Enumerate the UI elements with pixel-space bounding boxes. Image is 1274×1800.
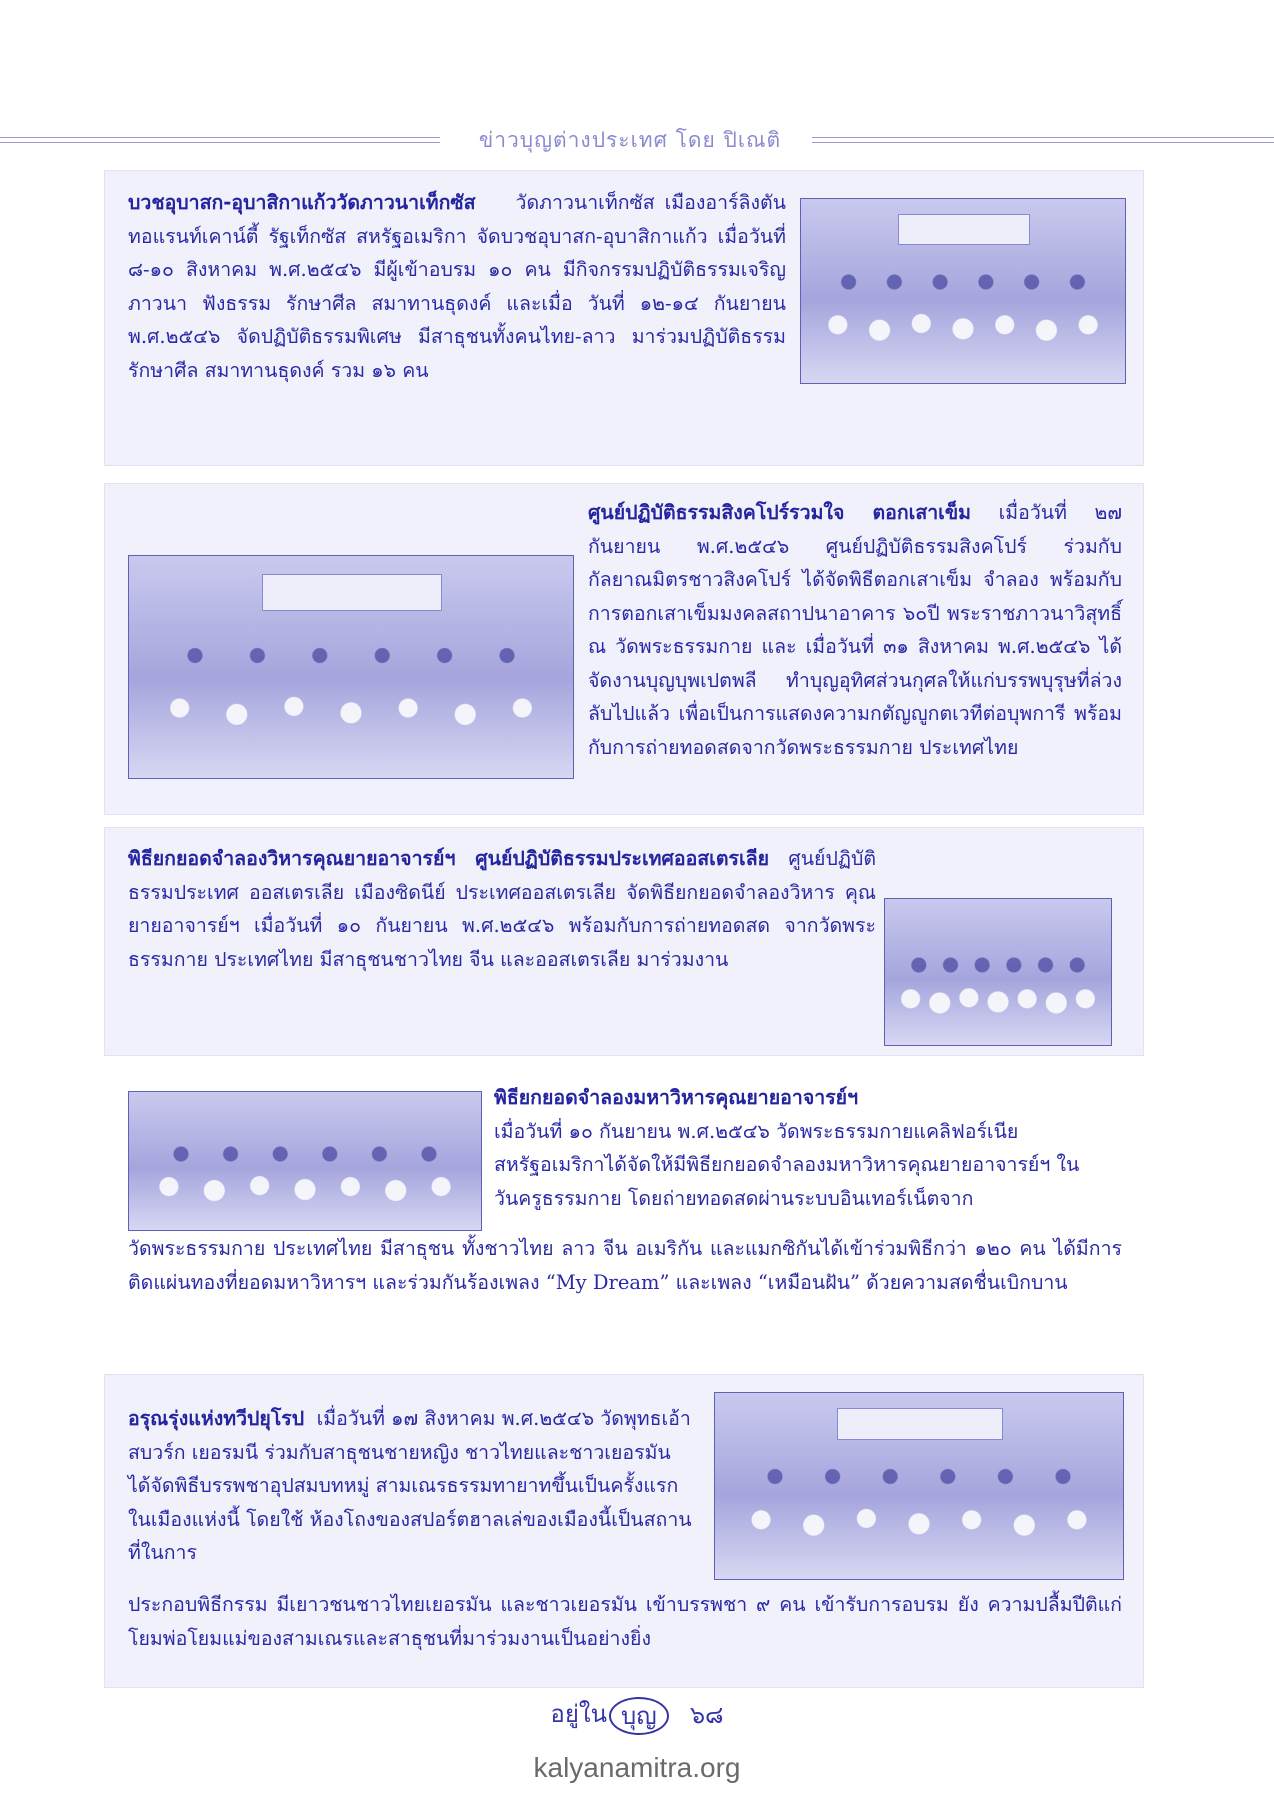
article-australia-heading: พิธียกยอดจำลองวิหารคุณยายอาจารย์ฯ ศูนย์ปฏิบัติธรรมประเทศออสเตรเลีย — [128, 847, 770, 870]
article-australia — [128, 842, 1122, 1038]
footer-logo-ring: บุญ — [609, 1697, 669, 1735]
photo-banner — [837, 1408, 1002, 1440]
header-rule-right-2 — [812, 142, 1274, 143]
photo-people-seated — [814, 298, 1112, 364]
article-texas — [128, 186, 786, 387]
article-california-body: เมื่อวันที่ ๑๐ กันยายน พ.ศ.๒๕๔๖ วัดพระธรรมกายแคลิฟอร์เนีย สหรัฐอเมริกาได้จัดให้มีพิธียกยอดจำลองมหาวิหารคุณยายอาจารย์ฯ ในวันครูธรรมกาย โดยถ่ายทอดสดผ่านระบบอินเทอร์เน็ตจาก — [494, 1119, 1080, 1210]
article-texas-heading: บวชอุบาสก-อุบาสิกาแก้ววัดภาวนาเท็กซัส — [128, 191, 476, 214]
header-rule-right — [812, 137, 1274, 138]
article-california-continued — [128, 1232, 1122, 1299]
photo-people-seated — [143, 1167, 467, 1217]
photo-california-group — [128, 1091, 482, 1231]
photo-people — [739, 1456, 1098, 1497]
footer-logo-text: อยู่ใน — [550, 1700, 608, 1728]
photo-float-spacer — [876, 878, 1122, 1038]
article-australia-body: ศูนย์ปฏิบัติธรรมประเทศ ออสเตรเลีย เมืองซิดนีย์ ประเทศออสเตรเลีย จัดพิธียกยอดจำลองวิหาร คุณยายอาจารย์ฯ เมื่อวันที่ ๑๐ กันยายน พ.ศ.๒๕๔๖ พร้อมกับการถ่ายทอดสด จากวัดพระธรรมกาย ประเทศไทย มีสาธุชนชาวไทย จีน และออสเตรเลีย มาร่วมงาน — [128, 847, 876, 971]
watermark: kalyanamitra.org — [533, 1752, 741, 1783]
photo-banner — [898, 214, 1030, 245]
article-singapore-body: เมื่อวันที่ ๒๗ กันยายน พ.ศ.๒๕๔๖ ศูนย์ปฏิบัติธรรมสิงคโปร์ ร่วมกับกัลยาณมิตรชาวสิงคโปร์ ได้จัดพิธีตอกเสาเข็ม จำลอง พร้อมกับการตอกเสาเข็มมงคลสถาปนาอาคาร ๖๐ปี พระราชภาวนาวิสุทธิ์ ณ วัดพระธรรมกาย และ เมื่อวันที่ ๓๑ สิงหาคม พ.ศ.๒๕๔๖ ได้จัดงานบุญบุพเปตพลี ทำบุญอุทิศส่วนกุศลให้แก่บรรพบุรุษที่ล่วงลับไปแล้ว เพื่อเป็นการแสดงความกตัญญูกตเวทีต่อบุพการี พร้อม กับการถ่ายทอดสดจากวัดพระธรรมกาย ประเทศไทย — [588, 501, 1123, 759]
photo-texas-group — [800, 198, 1126, 384]
page-number: ๖๘ — [689, 1700, 724, 1729]
article-germany-continued — [128, 1588, 1122, 1655]
photo-people — [820, 262, 1105, 302]
header-rule-left-2 — [0, 142, 440, 143]
article-germany-body-2: ประกอบพิธีกรรม มีเยาวชนชาวไทยเยอรมัน และชาวเยอรมัน เข้าบรรพชา ๙ คน เข้ารับการอบรม ยัง ความปลื้มปีติแก่โยมพ่อโยมแม่ของสามเณรและสาธุชนที่มาร่วมงานเป็นอย่างยิ่ง — [128, 1593, 1122, 1650]
header-rule-left — [0, 137, 440, 138]
footer-logo — [550, 1694, 670, 1735]
article-california-heading: พิธียกยอดจำลองมหาวิหารคุณยายอาจารย์ฯ — [494, 1086, 859, 1109]
article-california-body-2: วัดพระธรรมกาย ประเทศไทย มีสาธุชน ทั้งชาวไทย ลาว จีน อเมริกัน และแมกซิกันได้เข้าร่วมพิธีกว่า ๑๒๐ คน ได้มีการติดแผ่นทองที่ยอดมหาวิหารฯ และร่วมกันร้องเพลง “My Dream” และเพลง “เหมือนฝัน” ด้วยความสดชื่นเบิกบาน — [128, 1237, 1122, 1294]
photo-germany-group — [714, 1392, 1124, 1580]
photo-float-spacer — [128, 532, 588, 824]
article-germany-body: เมื่อวันที่ ๑๗ สิงหาคม พ.ศ.๒๕๔๖ วัดพุทธเอ้าสบวร์ก เยอรมนี ร่วมกับสาธุชนชายหญิง ชาวไทยและชาวเยอรมัน ได้จัดพิธีบรรพชาอุปสมบทหมู่ สามเณรธรรมทายาทขึ้นเป็นครั้งแรกในเมืองแห่งนี้ โดยใช้ ห้องโถงของสปอร์ตฮาลเล่ของเมืองนี้เป็นสถานที่ในการ — [128, 1407, 692, 1564]
photo-people-seated — [731, 1493, 1106, 1560]
article-texas-body: วัดภาวนาเท็กซัส เมืองอาร์ลิงตัน ทอแรนท์เคาน์ตี้ รัฐเท็กซัส สหรัฐอเมริกา จัดบวชอุบาสก-อุบาสิกาแก้ว เมื่อวันที่ ๘-๑๐ สิงหาคม พ.ศ.๒๕๔๖ มีผู้เข้าอบรม ๑๐ คน มีกิจกรรมปฏิบัติธรรมเจริญภาวนา ฟังธรรม รักษาศีล สมาทานธุดงค์ และเมื่อ วันที่ ๑๒-๑๔ กันยายน พ.ศ.๒๕๔๖ จัดปฏิบัติธรรมพิเศษ มีสาธุชนทั้งคนไทย-ลาว มาร่วมปฏิบัติธรรม รักษาศีล สมาทานธุดงค์ รวม ๑๖ คน — [128, 191, 786, 382]
article-california — [494, 1081, 1122, 1215]
page-footer — [0, 1694, 1274, 1744]
article-germany — [128, 1402, 698, 1570]
article-singapore-heading: ศูนย์ปฏิบัติธรรมสิงคโปร์รวมใจ ตอกเสาเข็ม — [588, 501, 972, 524]
photo-people — [150, 1139, 460, 1169]
article-germany-heading: อรุณรุ่งแห่งทวีปยุโรป — [128, 1407, 305, 1430]
header-title: ข่าวบุญต่างประเทศ โดย ปิเณติ — [478, 128, 782, 152]
article-singapore — [128, 496, 1122, 824]
running-header — [0, 120, 1274, 160]
